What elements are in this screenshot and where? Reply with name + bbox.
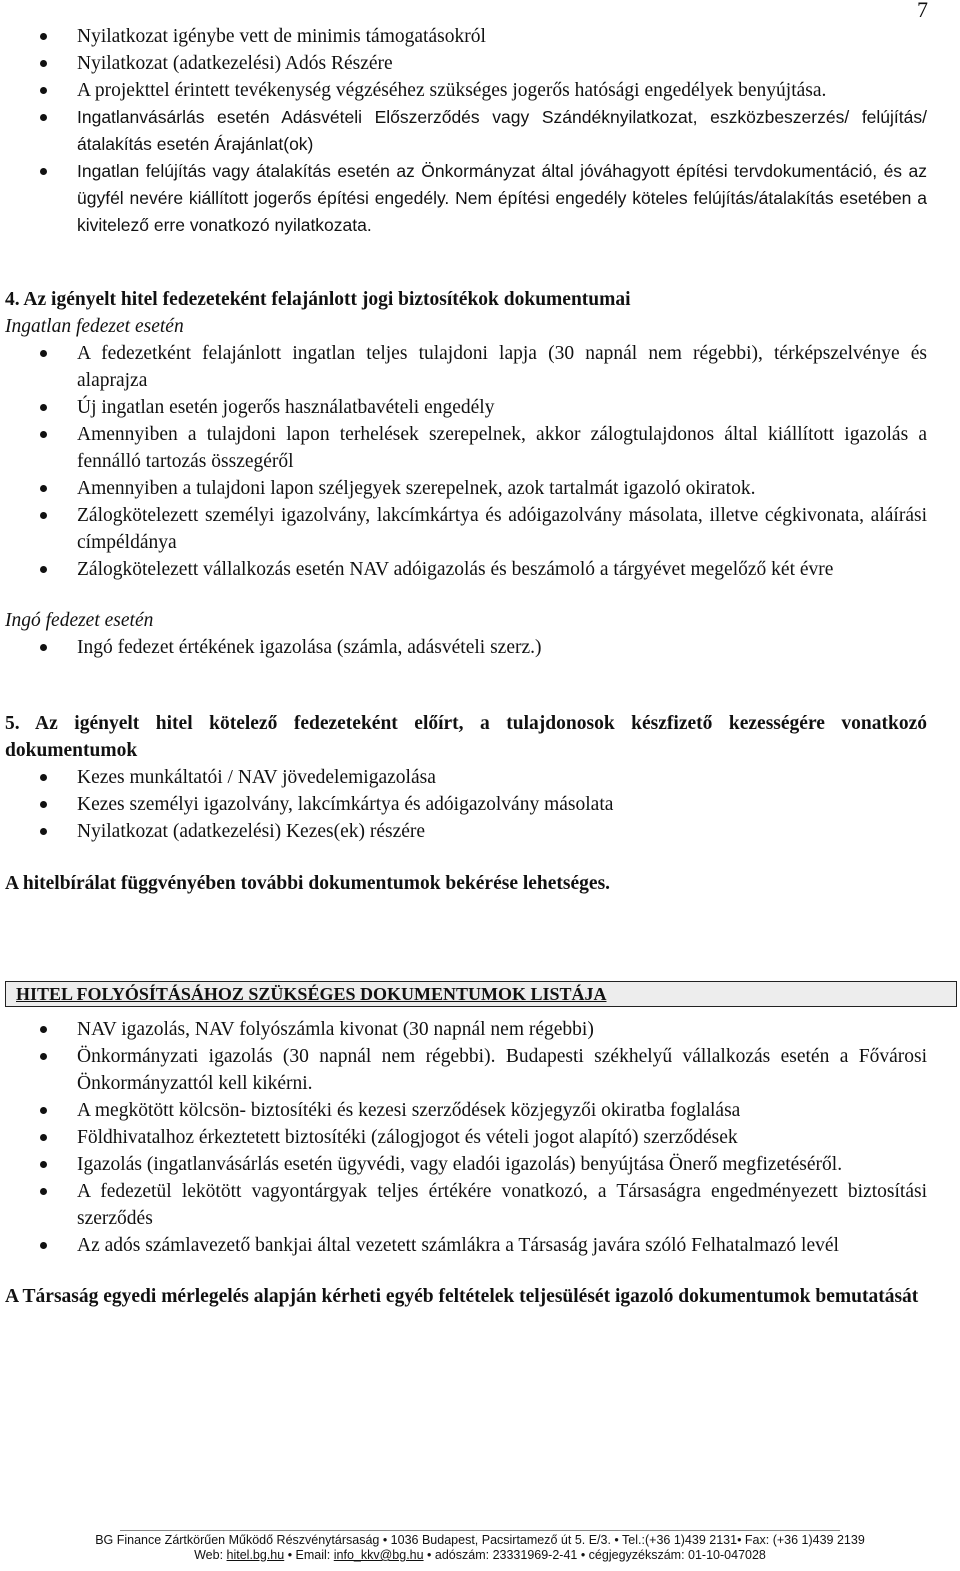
list-item: Zálogkötelezett vállalkozás esetén NAV adóigazolás és beszámoló a tárgyévet megelőző két évre: [0, 556, 960, 583]
list-item: Új ingatlan esetén jogerős használatbavételi engedély: [0, 394, 960, 421]
list-item: Nyilatkozat igénybe vett de minimis támogatásokról: [0, 23, 960, 50]
page-footer: [0, 1530, 960, 1563]
document-body: [0, 23, 960, 1310]
list-item: Igazolás (ingatlanvásárlás esetén ügyvédi, vagy eladói igazolás) benyújtása Önerő megfizetéséről.: [0, 1151, 960, 1178]
footer-contact-line: [0, 1548, 960, 1563]
list-item: NAV igazolás, NAV folyószámla kivonat (30 napnál nem régebbi): [0, 1016, 960, 1043]
footer-company-line: BG Finance Zártkörűen Működő Részvénytársaság • 1036 Budapest, Pacsirtamező út 5. E/3. • Tel.:(+36 1)439 2131• Fax: (+36 1)439 2139: [95, 1533, 865, 1547]
disbursement-docs-heading: HITEL FOLYÓSÍTÁSÁHOZ SZÜKSÉGES DOKUMENTUMOK LISTÁJA: [5, 981, 957, 1007]
closing-statement: A Társaság egyedi mérlegelés alapján kérheti egyéb feltételek teljesülését igazoló dokumentumok bemutatását: [5, 1286, 919, 1307]
movable-collateral-list: [0, 634, 960, 661]
email-link[interactable]: info_kkv@bg.hu: [333, 1548, 424, 1562]
page-number: 7: [917, 0, 928, 22]
list-item: Amennyiben a tulajdoni lapon terhelések szerepelnek, akkor zálogtulajdonos által kiállított igazolás a fennálló tartozás összegéről: [0, 421, 960, 475]
movable-collateral-subheading: Ingó fedezet esetén: [5, 610, 154, 631]
list-item: Kezes munkáltatói / NAV jövedelemigazolása: [0, 764, 960, 791]
list-item: A fedezetként felajánlott ingatlan teljes tulajdoni lapja (30 napnál nem régebbi), térképszelvénye és alaprajza: [0, 340, 960, 394]
list-item: Ingatlan felújítás vagy átalakítás esetén az Önkormányzat által jóváhagyott építési tervdokumentáció, és az ügyfél nevére kiállított jogerős építési engedély. Nem építési engedély köteles felújítás/átalakítás esetében a kivitelező erre vonatkozó nyilatkozata.: [0, 158, 960, 239]
section-4-heading: 4. Az igényelt hitel fedezeteként felajánlott jogi biztosítékok dokumentumai: [5, 289, 631, 310]
real-estate-collateral-list: [0, 340, 960, 583]
email-label: • Email:: [284, 1548, 334, 1562]
section-5-heading: 5. Az igényelt hitel kötelező fedezeteként előírt, a tulajdonosok készfizető kezességére vonatkozó dokumentumok: [5, 713, 927, 761]
list-item: Nyilatkozat (adatkezelési) Kezes(ek) részére: [0, 818, 960, 845]
list-item: Nyilatkozat (adatkezelési) Adós Részére: [0, 50, 960, 77]
website-link[interactable]: hitel.bg.hu: [226, 1548, 285, 1562]
list-item: A megkötött kölcsön- biztosítéki és kezesi szerződések közjegyzői okiratba foglalása: [0, 1097, 960, 1124]
list-item: Ingó fedezet értékének igazolása (számla, adásvételi szerz.): [0, 634, 960, 661]
list-item: Ingatlanvásárlás esetén Adásvételi Előszerződés vagy Szándéknyilatkozat, eszközbeszerzés/ felújítás/átalakítás esetén Árajánlat(ok): [0, 104, 960, 158]
disbursement-docs-list: [0, 1016, 960, 1259]
guarantor-docs-list: [0, 764, 960, 845]
real-estate-collateral-subheading: Ingatlan fedezet esetén: [5, 316, 184, 337]
list-item: Földhivatalhoz érkeztetett biztosítéki (zálogjogot és vételi jogot alapító) szerződések: [0, 1124, 960, 1151]
list-item: A fedezetül lekötött vagyontárgyak teljes értékére vonatkozó, a Társaságra engedményezett biztosítási szerződés: [0, 1178, 960, 1232]
required-docs-list: [0, 23, 960, 239]
list-item: Zálogkötelezett személyi igazolvány, lakcímkártya és adóigazolvány másolata, illetve cégkivonata, aláírási címpéldánya: [0, 502, 960, 556]
web-label: Web:: [194, 1548, 227, 1562]
footer-divider: [120, 1530, 840, 1531]
list-item: Kezes személyi igazolvány, lakcímkártya és adóigazolvány másolata: [0, 791, 960, 818]
registration-info: • adószám: 23331969-2-41 • cégjegyzékszám: 01-10-047028: [423, 1548, 766, 1562]
additional-docs-note: A hitelbírálat függvényében további dokumentumok bekérése lehetséges.: [5, 873, 611, 894]
list-item: Az adós számlavezető bankjai által vezetett számlákra a Társaság javára szóló Felhatalmazó levél: [0, 1232, 960, 1259]
list-item: Önkormányzati igazolás (30 napnál nem régebbi). Budapesti székhelyű vállalkozás esetén a Fővárosi Önkormányzattól kell kikérni.: [0, 1043, 960, 1097]
list-item: A projekttel érintett tevékenység végzéséhez szükséges jogerős hatósági engedélyek benyújtása.: [0, 77, 960, 104]
list-item: Amennyiben a tulajdoni lapon széljegyek szerepelnek, azok tartalmát igazoló okiratok.: [0, 475, 960, 502]
